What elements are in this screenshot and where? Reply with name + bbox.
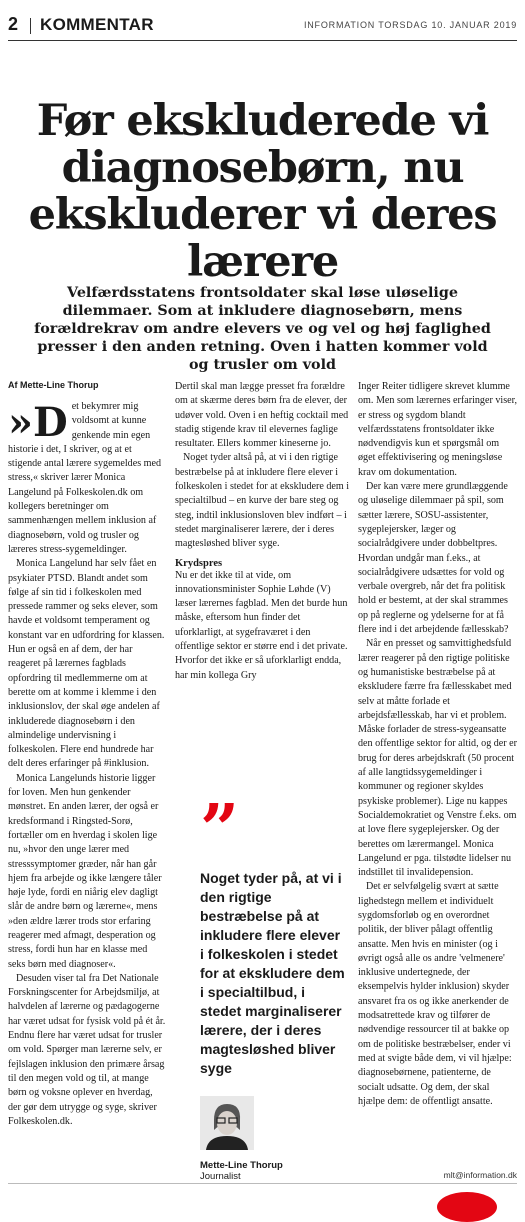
subheading: Krydspres <box>175 557 223 569</box>
paragraph: Der kan være mere grundlæggende og uløselige dilemmaer på spil, som sætter lærere, SOSU-assistenter, sygeplejersker, læger og socialrådgivere under dobbeltpres. Hvordan undgår man f.eks., at socialrådgivere udsættes for vold og verbale overgreb, når det fra politisk hold er bestemt, at der skal strammes op på reglerne og ydelserne for at få flere ind i det arbejdende fællesskab? <box>358 481 509 636</box>
paragraph: Noget tyder altså på, at vi i den rigtige bestræbelse på at inkludere flere elever i folkeskolen i stedet for at ekskludere dem i specialtilbud – en kurve der bare steg og steg, indtil inklusionsloven blev indført – i stedet marginaliserer lærere, der i deres magtesløshed bliver syge. <box>175 452 350 550</box>
author-portrait-icon <box>200 1096 254 1150</box>
paragraph: Nu er det ikke til at vide, om innovationsminister Sophie Løhde (V) læser lærernes fagblad. Men det burde hun måske, eftersom hun finder det uforklarligt, at sygefraværet i den offentlige sektor er større end i det private. Hvorfor det ikke er så uforklarligt endda, har min kollega Gry <box>175 569 348 681</box>
byline: Af Mette-Line Thorup <box>8 380 99 390</box>
dateline: INFORMATION TORSDAG 10. JANUAR 2019 <box>303 20 517 30</box>
red-badge-decoration <box>437 1192 497 1222</box>
section-title: KOMMENTAR <box>40 15 154 34</box>
author-role: Journalist <box>200 1171 241 1182</box>
drop-cap: »D <box>8 399 68 446</box>
paragraph: Inger Reiter tidligere skrevet klumme om. Men som lærernes erfaringer viser, er stress og sygdom blandt velfærdsstatens frontsoldater ikke nødvendigvis kun et spørgsmål om øget effektivisering og meningsløse krav om dokumentation. <box>358 381 518 478</box>
author-name: Mette-Line Thorup <box>200 1160 283 1171</box>
paragraph: Det er selvfølgelig svært at sætte lighedstegn mellem et individuelt sygdomsforløb og en overordnet politik, der bliver pålagt offentlig ansatte. Men hvis en minister (og i øvrigt også alle os andre 'velmenere' inklusive undertegnede, der eksempelvis hylder inklusion) skyder ansvaret fra os og ikke anerkender de modsatrettede krav og tilfører de nødvendige ressourcer til at bakke op om de politiske bestræbelser, ender vi med at svigte både dem, vi vil hjælpe: diagnosebørnene, patienterne, de socialt udsatte. Og dem, der skal hjælpe dem: de offentligt ansatte. <box>358 881 512 1107</box>
quote-mark-icon: ” <box>200 790 234 870</box>
article-column-2 <box>175 380 350 683</box>
paragraph: »D et bekymrer mig voldsomt at kunne genkende min egen historie i det, I skriver, og at et stigende antal lærere sygemeldes med stress,« skriver lærer Monica Langelund på Folkeskolen.dk om kollegers beretninger om sammenhængen mellem inklusion af diagnosebørn, vold og trusler og læreres stress-sygemeldinger. <box>8 399 162 555</box>
paragraph: Monica Langelunds historie ligger for loven. Men hun genkender mønstret. En anden lærer, der også er kredsformand i Ringsted-Sorø, fortæller om en hverdag i skolen lige nu, »hvor den unge lærer med stresssymptomer græder, når han går hjem fra arbejde og ikke længere tåler høje lyde, fordi en niårig elev dagligt slår de andre børn og lærerne«, mens »den ældre lærer trods stor erfaring reagerer med afmagt, desperation og stress, fordi hun har en klasse med seks børn med diagnoser«. <box>8 772 162 970</box>
paragraph: Monica Langelund har selv fået en psykiater PTSD. Blandt andet som følge af sin tid i folkeskolen med pressede rammer og seks elever, som havde et voldsomt temperament og konstant var en udfordring for klassen. Hun er også en af dem, der har reageret på lærernes fagblads opfordring til medlemmerne om at berette om at komme i klemme i den inklusionslov, der skal øge andelen af inkluderede diagnosebørn i den almindelige undervisning i folkeskolen. Flere end hundrede har delt deres erfaringer på #inklusion. <box>8 558 165 770</box>
article-column-3 <box>358 380 518 1109</box>
author-email: mlt@information.dk <box>443 1170 517 1180</box>
pull-quote: Noget tyder på, at vi i den rigtige bestræbelse på at inkludere flere elever i folkeskolen i stedet for at ekskludere dem i specialtilbud, i stedet marginaliserer lærere, der i deres magtesløshed bliver syge <box>200 870 345 1076</box>
subheadline: Velfærdsstatens frontsoldater skal løse uløselige dilemmaer. Som at inkludere diagnosebørn, mens forældrekrav om andre elevers ve og vel og høj faglighed presser i den anden retning. Oven i hatten kommer vold og trusler om vold <box>34 285 491 373</box>
paragraph: Desuden viser tal fra Det Nationale Forskningscenter for Arbejdsmiljø, at halvdelen af lærerne og pædagogerne har været udsat for fysisk vold på ét år. Endnu flere har været udsat for trusler om vold. Spørger man lærerne selv, er fejlslagen inklusion den primære årsag til den megen vold og til, at mange børn og voksne oplever en hverdag, der gør dem utrygge og syge, skriver Folkeskolen.dk. <box>8 972 166 1127</box>
paragraph: Når en presset og samvittighedsfuld lærer reagerer på den rigtige politiske og humanistiske bestræbelse på at ekskludere færre fra fællesskabet med selv at måtte forlade et arbejdsfællesskab, har vi et problem. Måske forlader de stress-sygeansatte den offentlige sektor for altid, og der er brug for deres arbejdskraft (50 procent af alle langtidssygemeldinger i kommuner og regioner skyldes psykiske problemer). Lige nu kappes Socialdemokratiet og Venstre f.eks. om at love flere sygeplejersker. Og der berettes om lærermangel. Monica Langelund er pga. tilstødte lidelser nu indstillet til invalidepension. <box>358 638 518 879</box>
paragraph: Dertil skal man lægge presset fra forældre om at skærme deres børn fra de elever, der udøver vold. Oven i en heftig cocktail med stadig stigende krav til elevernes faglige resultater. Ellers kommer kineserne jo. <box>175 381 349 450</box>
headline: Før ekskluderede vi diagnosebørn, nu ekskluderer vi deres lærere <box>28 96 497 287</box>
page-header <box>8 14 517 41</box>
header-divider <box>30 18 31 34</box>
article-column-1 <box>8 380 166 1129</box>
pull-quote-box <box>200 790 345 1182</box>
page-number: 2 <box>8 14 19 34</box>
footer-rule <box>8 1183 517 1184</box>
author-photo <box>200 1096 254 1150</box>
